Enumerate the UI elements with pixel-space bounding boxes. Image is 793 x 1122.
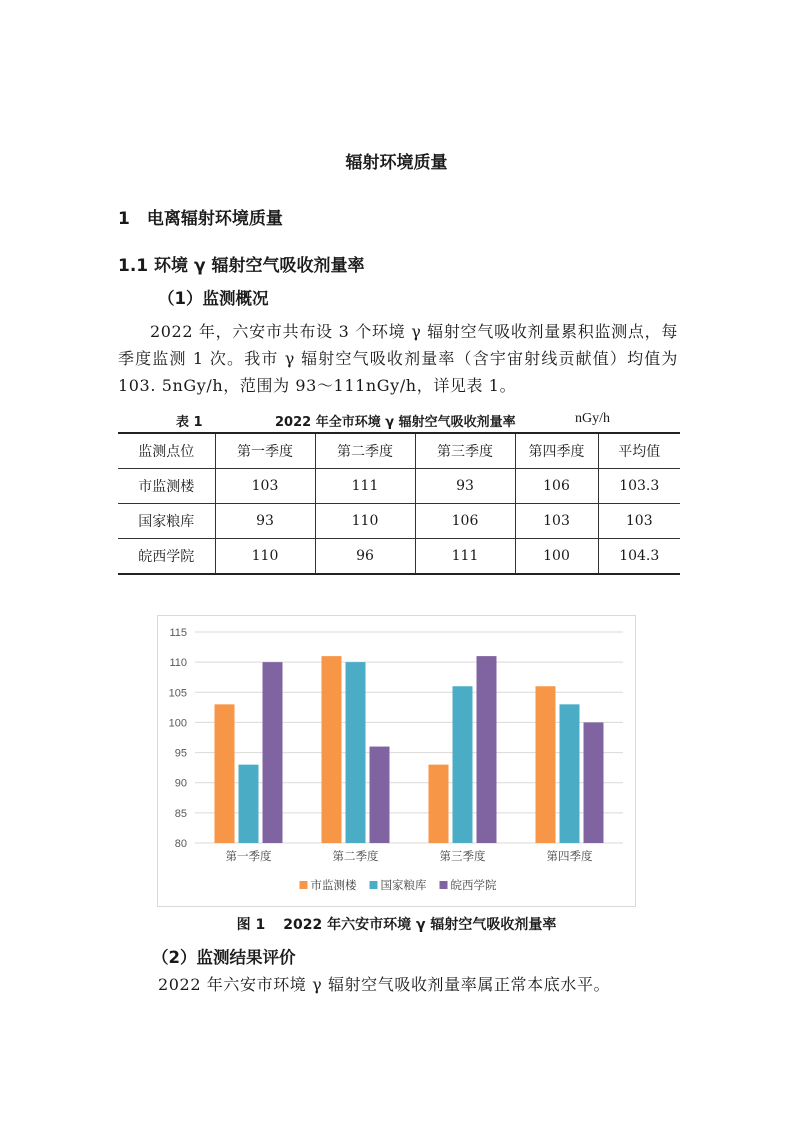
table-cell: 国家粮库 — [118, 504, 215, 539]
table-cell: 96 — [315, 539, 415, 575]
bar — [346, 662, 366, 843]
table-row — [118, 539, 680, 575]
table-header-cell: 第四季度 — [515, 433, 598, 469]
bar — [453, 686, 473, 843]
figure-label: 图 1 — [236, 917, 266, 933]
table-cell: 104.3 — [598, 539, 680, 575]
legend-label: 国家粮库 — [380, 880, 427, 892]
y-tick-label: 100 — [168, 717, 187, 730]
bar-chart — [157, 615, 636, 907]
table-cell: 106 — [415, 504, 515, 539]
legend-swatch — [300, 881, 308, 889]
table-cell: 100 — [515, 539, 598, 575]
figure-caption — [0, 914, 793, 934]
bar — [263, 662, 283, 843]
document-title: 辐射环境质量 — [345, 153, 448, 173]
section-heading-1: 1 电离辐射环境质量 — [118, 209, 283, 229]
chart-legend — [300, 878, 497, 892]
table-cell: 103.3 — [598, 469, 680, 504]
legend-label: 皖西学院 — [450, 880, 497, 892]
y-tick-label: 80 — [174, 838, 187, 850]
table-row — [118, 469, 680, 504]
overview-paragraph: 2022 年，六安市共布设 3 个环境 γ 辐射空气吸收剂量累积监测点，每季度监测 1 次。我市 γ 辐射空气吸收剂量率（含宇宙射线贡献值）均值为 103. 5nGy/h，范围为 93～111nGy/h，详见表 1。 — [118, 322, 678, 395]
y-tick-label: 105 — [168, 687, 187, 700]
table-title: 2022 年全市环境 γ 辐射空气吸收剂量率 — [275, 415, 516, 430]
table-cell: 93 — [215, 504, 315, 539]
data-table — [118, 432, 680, 575]
bar — [429, 765, 449, 843]
legend-swatch — [440, 881, 448, 889]
bar — [322, 656, 342, 843]
subsection-heading-overview: （1）监测概况 — [158, 289, 269, 308]
figure-title: 2022 年六安市环境 γ 辐射空气吸收剂量率 — [283, 917, 557, 933]
bar — [370, 747, 390, 843]
y-tick-label: 115 — [169, 627, 187, 639]
table-label: 表 1 — [176, 415, 203, 430]
x-tick-label: 第一季度 — [225, 851, 272, 863]
table-unit: nGy/h — [575, 411, 610, 426]
bar — [536, 686, 556, 843]
y-tick-label: 90 — [174, 777, 187, 790]
table-cell: 111 — [415, 539, 515, 575]
table-cell: 106 — [515, 469, 598, 504]
table-header-cell: 平均值 — [598, 433, 680, 469]
table-header-cell: 第一季度 — [215, 433, 315, 469]
table-cell: 103 — [515, 504, 598, 539]
y-tick-label: 85 — [174, 807, 187, 820]
table-header-cell: 第三季度 — [415, 433, 515, 469]
table-header-cell: 第二季度 — [315, 433, 415, 469]
table-cell: 110 — [215, 539, 315, 575]
table-cell: 103 — [598, 504, 680, 539]
table-row — [118, 504, 680, 539]
y-tick-label: 95 — [174, 747, 187, 760]
bar — [584, 722, 604, 843]
table-cell: 111 — [315, 469, 415, 504]
x-tick-label: 第三季度 — [439, 851, 486, 863]
table-header-cell: 监测点位 — [118, 433, 215, 469]
section-heading-1-1: 1.1 环境 γ 辐射空气吸收剂量率 — [118, 256, 365, 276]
table-cell: 103 — [215, 469, 315, 504]
subsection-heading-evaluation: （2）监测结果评价 — [152, 948, 296, 967]
bar — [560, 704, 580, 843]
legend-swatch — [370, 881, 378, 889]
bar — [215, 704, 235, 843]
bar — [477, 656, 497, 843]
x-tick-label: 第二季度 — [332, 851, 379, 863]
table-cell: 110 — [315, 504, 415, 539]
legend-label: 市监测楼 — [310, 880, 357, 892]
table-cell: 93 — [415, 469, 515, 504]
bar — [239, 765, 259, 843]
table-header-row — [118, 433, 680, 469]
evaluation-paragraph: 2022 年六安市环境 γ 辐射空气吸收剂量率属正常本底水平。 — [158, 975, 611, 994]
y-tick-label: 110 — [169, 657, 187, 670]
table-cell: 皖西学院 — [118, 539, 215, 575]
x-tick-label: 第四季度 — [546, 851, 593, 863]
table-cell: 市监测楼 — [118, 469, 215, 504]
